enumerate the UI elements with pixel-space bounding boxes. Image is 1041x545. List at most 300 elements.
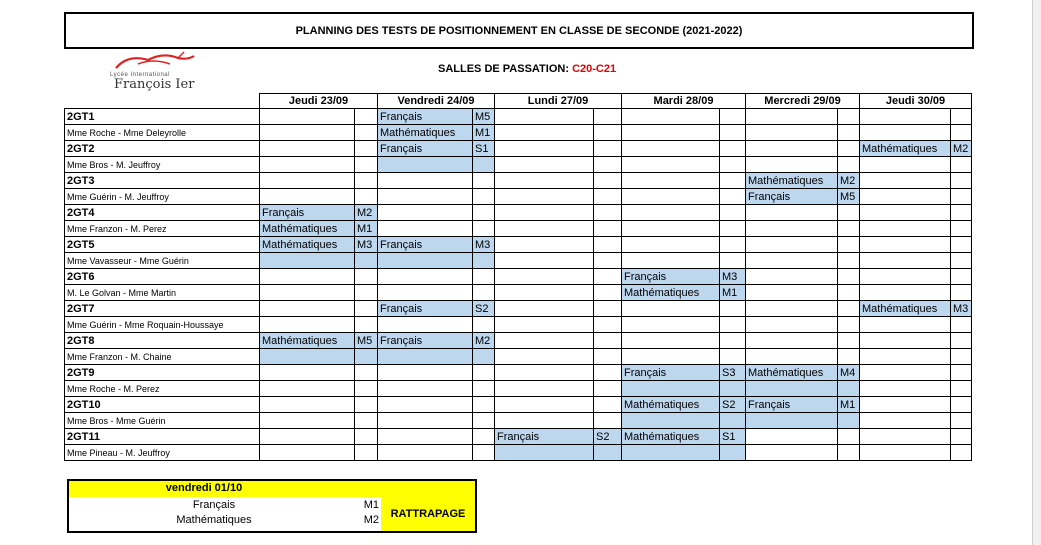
room-cell — [951, 189, 972, 205]
room-cell: M2 — [355, 205, 378, 221]
salles-line — [438, 63, 616, 75]
room-cell — [355, 397, 378, 413]
subject-cell: Français — [378, 237, 473, 253]
room-cell — [473, 349, 495, 365]
subject-cell — [860, 285, 951, 301]
subject-cell — [746, 221, 838, 237]
subject-cell — [495, 173, 594, 189]
room-cell — [720, 205, 746, 221]
subject-cell: Mathématiques — [378, 125, 473, 141]
room-cell — [720, 333, 746, 349]
subject-cell — [260, 445, 355, 461]
class-teachers: Mme Franzon - M. Perez — [65, 221, 260, 237]
salamander-logo-icon — [108, 50, 200, 74]
subject-cell — [622, 237, 720, 253]
class-name: 2GT11 — [65, 429, 260, 445]
school-logo — [108, 50, 200, 92]
class-teachers: Mme Guérin - M. Jeuffroy — [65, 189, 260, 205]
subject-cell — [860, 109, 951, 125]
subject-cell — [860, 333, 951, 349]
room-cell — [951, 381, 972, 397]
room-cell: M3 — [720, 269, 746, 285]
room-cell — [473, 157, 495, 173]
class-name: 2GT1 — [65, 109, 260, 125]
table-row — [65, 253, 972, 269]
room-cell — [838, 269, 860, 285]
subject-cell — [378, 221, 473, 237]
room-cell — [720, 413, 746, 429]
room-cell: S3 — [720, 365, 746, 381]
room-cell — [473, 317, 495, 333]
room-cell: M1 — [355, 221, 378, 237]
room-cell: M1 — [473, 125, 495, 141]
room-cell — [594, 349, 622, 365]
room-cell — [951, 157, 972, 173]
room-cell — [473, 397, 495, 413]
subject-cell: Français — [378, 301, 473, 317]
subject-cell — [495, 349, 594, 365]
subject-cell — [495, 397, 594, 413]
subject-cell — [746, 253, 838, 269]
subject-cell: Français — [378, 109, 473, 125]
right-scroll-edge — [1032, 0, 1041, 545]
subject-cell — [495, 189, 594, 205]
subject-cell — [495, 205, 594, 221]
subject-cell — [495, 365, 594, 381]
subject-cell — [260, 141, 355, 157]
logo-top-text: Lycée International — [110, 72, 170, 78]
room-cell — [594, 301, 622, 317]
room-cell: S1 — [720, 429, 746, 445]
subject-cell — [622, 157, 720, 173]
room-cell — [951, 109, 972, 125]
subject-cell: Français — [378, 141, 473, 157]
subject-cell — [860, 173, 951, 189]
room-cell — [951, 317, 972, 333]
room-cell — [594, 221, 622, 237]
subject-cell — [495, 269, 594, 285]
subject-cell — [495, 333, 594, 349]
room-cell — [473, 285, 495, 301]
room-cell — [838, 349, 860, 365]
class-teachers: Mme Roche - Mme Deleyrolle — [65, 125, 260, 141]
subject-cell — [860, 381, 951, 397]
room-cell — [720, 253, 746, 269]
class-teachers: Mme Roche - M. Perez — [65, 381, 260, 397]
subject-cell — [260, 125, 355, 141]
room-cell — [720, 221, 746, 237]
room-cell — [720, 381, 746, 397]
room-cell: M1 — [838, 397, 860, 413]
subject-cell — [860, 125, 951, 141]
subject-cell — [378, 397, 473, 413]
room-cell — [838, 253, 860, 269]
subject-cell — [260, 349, 355, 365]
rattrapage-box — [67, 479, 477, 533]
subject-cell — [746, 317, 838, 333]
room-cell — [951, 445, 972, 461]
subject-cell: Français — [378, 333, 473, 349]
room-cell — [838, 141, 860, 157]
room-cell: M5 — [355, 333, 378, 349]
room-cell — [951, 349, 972, 365]
subject-cell — [378, 173, 473, 189]
room-cell — [951, 237, 972, 253]
subject-cell — [378, 253, 473, 269]
subject-cell — [378, 285, 473, 301]
room-cell — [951, 365, 972, 381]
room-cell — [838, 317, 860, 333]
subject-cell — [746, 141, 838, 157]
subject-cell: Français — [622, 269, 720, 285]
room-cell — [355, 253, 378, 269]
rattrapage-date: vendredi 01/10 — [165, 482, 243, 494]
table-row — [65, 157, 972, 173]
table-row — [65, 221, 972, 237]
room-cell — [594, 141, 622, 157]
subject-cell — [378, 429, 473, 445]
class-name: 2GT9 — [65, 365, 260, 381]
room-cell — [838, 205, 860, 221]
room-cell — [355, 109, 378, 125]
subject-cell — [378, 189, 473, 205]
subject-cell — [260, 397, 355, 413]
subject-cell — [622, 205, 720, 221]
subject-cell — [860, 317, 951, 333]
room-cell: M2 — [473, 333, 495, 349]
room-cell — [355, 301, 378, 317]
salles-label: SALLES DE PASSATION: — [438, 63, 569, 75]
room-cell — [951, 221, 972, 237]
room-cell — [838, 429, 860, 445]
room-cell — [473, 445, 495, 461]
class-name: 2GT7 — [65, 301, 260, 317]
subject-cell — [378, 381, 473, 397]
room-cell — [355, 429, 378, 445]
room-cell — [355, 125, 378, 141]
subject-cell: Mathématiques — [622, 429, 720, 445]
day-header: Mardi 28/09 — [622, 94, 746, 109]
rattrapage-label: RATTRAPAGE — [381, 497, 475, 531]
subject-cell — [622, 141, 720, 157]
subject-cell — [495, 285, 594, 301]
day-header: Lundi 27/09 — [495, 94, 622, 109]
subject-cell — [622, 413, 720, 429]
subject-cell — [622, 349, 720, 365]
room-cell — [720, 301, 746, 317]
subject-cell: Mathématiques — [260, 221, 355, 237]
room-cell — [355, 365, 378, 381]
subject-cell — [495, 109, 594, 125]
table-row — [65, 301, 972, 317]
room-cell: M4 — [838, 365, 860, 381]
class-name: 2GT3 — [65, 173, 260, 189]
room-cell — [951, 429, 972, 445]
room-cell — [594, 333, 622, 349]
room-cell — [838, 301, 860, 317]
subject-cell — [495, 301, 594, 317]
room-cell — [838, 333, 860, 349]
room-cell: S2 — [720, 397, 746, 413]
room-cell — [473, 413, 495, 429]
subject-cell — [860, 253, 951, 269]
room-cell — [838, 413, 860, 429]
room-cell — [951, 173, 972, 189]
room-cell — [720, 125, 746, 141]
room-cell: M5 — [473, 109, 495, 125]
subject-cell — [622, 221, 720, 237]
day-header-row — [65, 94, 972, 109]
subject-cell: Français — [495, 429, 594, 445]
subject-cell — [260, 109, 355, 125]
subject-cell — [495, 157, 594, 173]
room-cell — [594, 173, 622, 189]
subject-cell — [622, 125, 720, 141]
room-cell — [473, 253, 495, 269]
rattrapage-subject: Français — [192, 499, 236, 511]
table-row — [65, 269, 972, 285]
subject-cell — [260, 365, 355, 381]
subject-cell: Mathématiques — [622, 285, 720, 301]
subject-cell: Français — [260, 205, 355, 221]
subject-cell: Français — [746, 189, 838, 205]
room-cell — [720, 109, 746, 125]
subject-cell — [260, 157, 355, 173]
room-cell — [838, 445, 860, 461]
room-cell — [951, 397, 972, 413]
room-cell — [594, 381, 622, 397]
rattrapage-subject: Mathématiques — [176, 514, 252, 526]
subject-cell — [622, 445, 720, 461]
subject-cell — [860, 221, 951, 237]
room-cell — [951, 285, 972, 301]
class-teachers: Mme Bros - Mme Guérin — [65, 413, 260, 429]
subject-cell — [260, 285, 355, 301]
room-cell — [473, 269, 495, 285]
table-row — [65, 365, 972, 381]
subject-cell — [495, 253, 594, 269]
table-row — [65, 173, 972, 189]
subject-cell — [622, 333, 720, 349]
room-cell — [720, 445, 746, 461]
room-cell — [951, 333, 972, 349]
class-name: 2GT5 — [65, 237, 260, 253]
subject-cell: Mathématiques — [746, 365, 838, 381]
room-cell — [720, 349, 746, 365]
subject-cell — [495, 125, 594, 141]
subject-cell — [378, 269, 473, 285]
table-row — [65, 413, 972, 429]
subject-cell — [378, 445, 473, 461]
table-row — [65, 429, 972, 445]
subject-cell — [378, 413, 473, 429]
room-cell — [355, 173, 378, 189]
room-cell: M3 — [473, 237, 495, 253]
room-cell: S2 — [594, 429, 622, 445]
room-cell — [720, 317, 746, 333]
class-name: 2GT8 — [65, 333, 260, 349]
subject-cell — [746, 445, 838, 461]
room-cell: M3 — [355, 237, 378, 253]
subject-cell — [495, 141, 594, 157]
room-cell — [951, 269, 972, 285]
class-teachers: Mme Bros - M. Jeuffroy — [65, 157, 260, 173]
room-cell — [951, 125, 972, 141]
subject-cell — [860, 413, 951, 429]
class-teachers: M. Le Golvan - Mme Martin — [65, 285, 260, 301]
subject-cell — [378, 157, 473, 173]
room-cell — [355, 381, 378, 397]
subject-cell: Français — [746, 397, 838, 413]
subject-cell — [260, 413, 355, 429]
rattrapage-room: M1 — [363, 499, 379, 511]
room-cell — [473, 189, 495, 205]
subject-cell — [860, 429, 951, 445]
subject-cell — [378, 349, 473, 365]
room-cell: S1 — [473, 141, 495, 157]
header-corner — [65, 94, 260, 109]
subject-cell — [495, 221, 594, 237]
room-cell — [838, 381, 860, 397]
subject-cell — [260, 189, 355, 205]
room-cell — [594, 317, 622, 333]
subject-cell — [746, 285, 838, 301]
rattrapage-room: M2 — [363, 514, 379, 526]
room-cell — [594, 445, 622, 461]
table-row — [65, 333, 972, 349]
room-cell — [720, 189, 746, 205]
subject-cell — [260, 429, 355, 445]
room-cell — [720, 173, 746, 189]
subject-cell — [622, 109, 720, 125]
subject-cell — [746, 349, 838, 365]
day-header: Mercredi 29/09 — [746, 94, 860, 109]
subject-cell — [622, 381, 720, 397]
room-cell — [838, 285, 860, 301]
room-cell — [594, 237, 622, 253]
class-name: 2GT2 — [65, 141, 260, 157]
subject-cell — [746, 429, 838, 445]
table-row — [65, 445, 972, 461]
subject-cell — [622, 301, 720, 317]
room-cell — [355, 285, 378, 301]
room-cell — [594, 109, 622, 125]
room-cell: M2 — [838, 173, 860, 189]
subject-cell — [260, 317, 355, 333]
room-cell — [594, 397, 622, 413]
subject-cell: Mathématiques — [860, 141, 951, 157]
table-row — [65, 189, 972, 205]
room-cell: M5 — [838, 189, 860, 205]
table-row — [65, 205, 972, 221]
room-cell — [473, 365, 495, 381]
subject-cell — [260, 173, 355, 189]
table-row — [65, 141, 972, 157]
subject-cell — [746, 125, 838, 141]
subject-cell — [495, 237, 594, 253]
room-cell — [838, 109, 860, 125]
room-cell — [720, 141, 746, 157]
table-row — [65, 317, 972, 333]
class-teachers: Mme Vavasseur - Mme Guérin — [65, 253, 260, 269]
subject-cell — [860, 205, 951, 221]
room-cell — [594, 125, 622, 141]
room-cell — [838, 221, 860, 237]
subject-cell — [860, 237, 951, 253]
room-cell: M1 — [720, 285, 746, 301]
room-cell — [594, 189, 622, 205]
subject-cell — [746, 333, 838, 349]
subject-cell — [622, 317, 720, 333]
subject-cell — [746, 157, 838, 173]
subject-cell — [746, 413, 838, 429]
class-teachers: Mme Guérin - Mme Roquain-Houssaye — [65, 317, 260, 333]
room-cell — [473, 429, 495, 445]
planning-table — [64, 93, 972, 461]
room-cell — [473, 221, 495, 237]
room-cell — [355, 317, 378, 333]
room-cell — [355, 269, 378, 285]
subject-cell — [746, 109, 838, 125]
table-row — [65, 285, 972, 301]
room-cell — [951, 205, 972, 221]
room-cell — [720, 237, 746, 253]
room-cell — [720, 157, 746, 173]
page-title: PLANNING DES TESTS DE POSITIONNEMENT EN CLASSE DE SECONDE (2021-2022) — [64, 12, 974, 49]
room-cell — [594, 205, 622, 221]
subject-cell — [746, 269, 838, 285]
subject-cell — [260, 381, 355, 397]
salles-value: C20-C21 — [572, 63, 617, 75]
room-cell — [838, 125, 860, 141]
subject-cell — [860, 445, 951, 461]
class-name: 2GT6 — [65, 269, 260, 285]
subject-cell: Français — [622, 365, 720, 381]
subject-cell — [378, 365, 473, 381]
subject-cell — [622, 253, 720, 269]
subject-cell — [378, 317, 473, 333]
table-row — [65, 349, 972, 365]
class-teachers: Mme Franzon - M. Chaine — [65, 349, 260, 365]
room-cell: M2 — [951, 141, 972, 157]
subject-cell — [495, 381, 594, 397]
room-cell — [594, 365, 622, 381]
subject-cell: Mathématiques — [746, 173, 838, 189]
room-cell — [594, 253, 622, 269]
class-teachers: Mme Pineau - M. Jeuffroy — [65, 445, 260, 461]
subject-cell: Mathématiques — [260, 237, 355, 253]
table-row — [65, 125, 972, 141]
room-cell — [838, 157, 860, 173]
room-cell — [473, 205, 495, 221]
subject-cell — [860, 269, 951, 285]
table-row — [65, 109, 972, 125]
table-row — [65, 381, 972, 397]
subject-cell — [860, 365, 951, 381]
room-cell — [355, 349, 378, 365]
room-cell — [594, 269, 622, 285]
room-cell — [355, 189, 378, 205]
subject-cell: Mathématiques — [622, 397, 720, 413]
room-cell — [355, 141, 378, 157]
room-cell: S2 — [473, 301, 495, 317]
subject-cell: Mathématiques — [860, 301, 951, 317]
subject-cell — [622, 173, 720, 189]
table-row — [65, 397, 972, 413]
subject-cell — [860, 157, 951, 173]
room-cell — [594, 413, 622, 429]
subject-cell — [495, 413, 594, 429]
